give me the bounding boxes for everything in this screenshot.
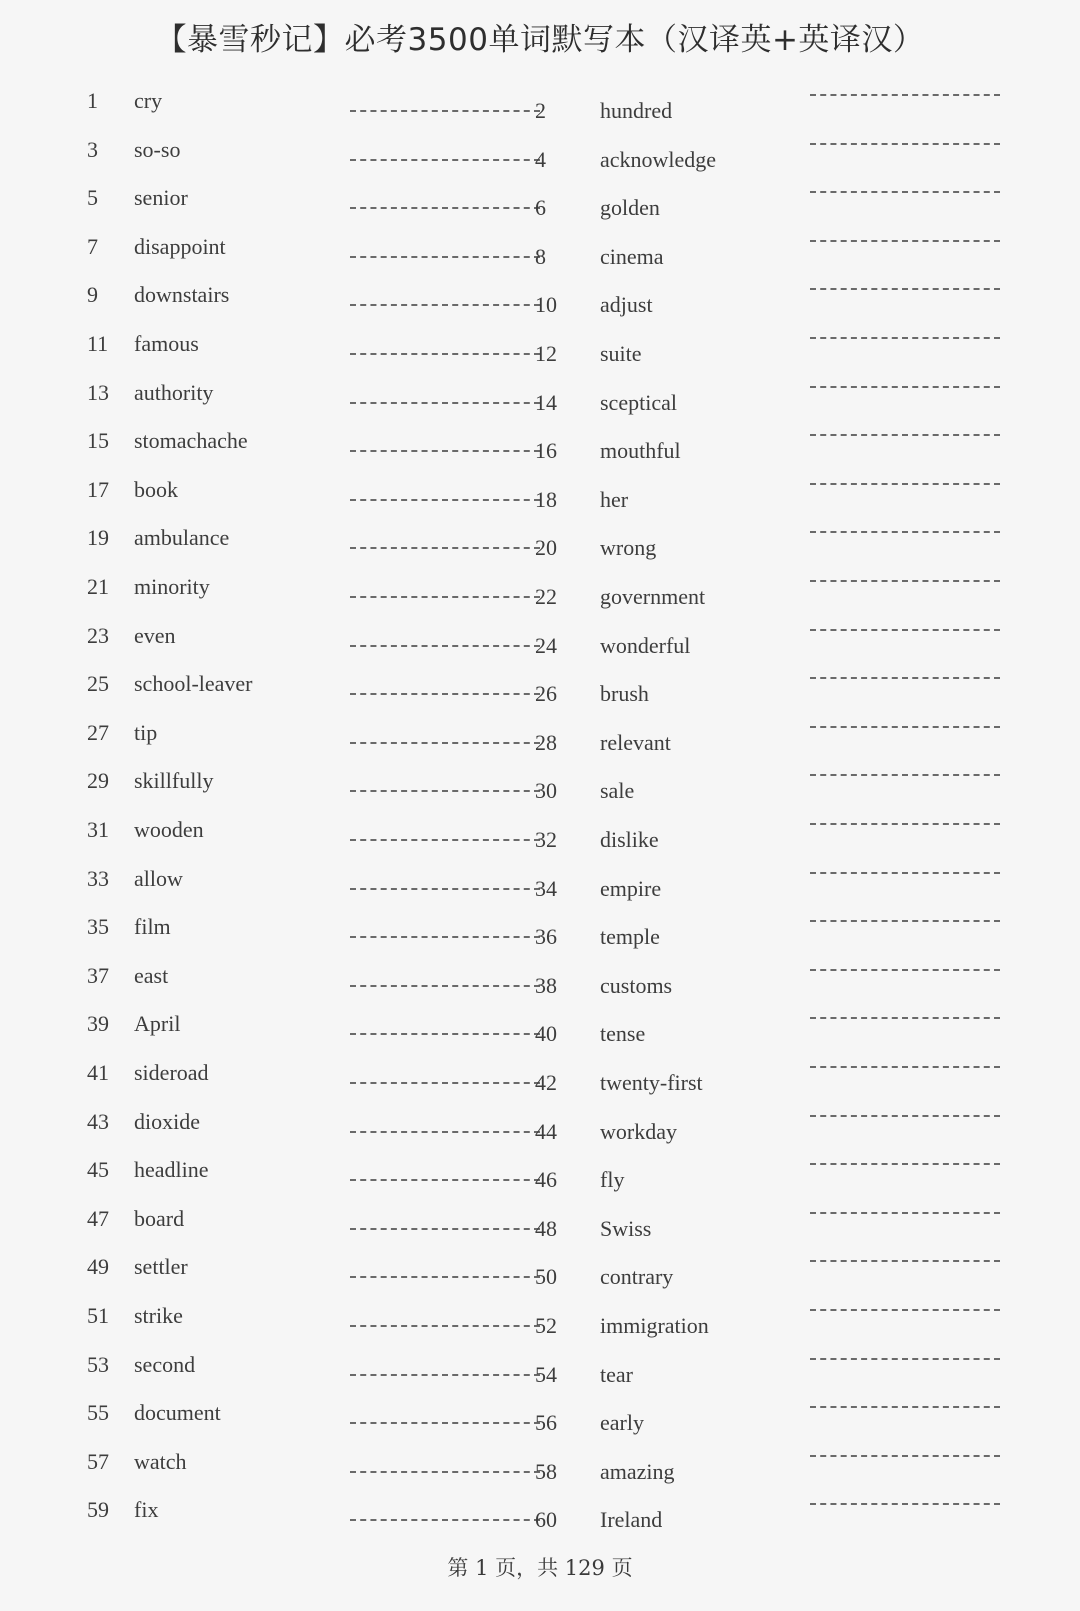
right-entry-number: 44 (535, 1119, 557, 1144)
right-entry-number: 46 (535, 1167, 557, 1192)
right-answer-blank[interactable] (810, 920, 1000, 922)
left-entry-number: 15 (87, 428, 109, 453)
right-answer-blank[interactable] (810, 288, 1000, 290)
right-entry-number: 38 (535, 973, 557, 998)
word-row (0, 623, 1080, 663)
right-entry-word: sale (600, 778, 635, 803)
left-entry-word: ambulance (134, 525, 230, 550)
left-answer-blank[interactable] (350, 159, 540, 161)
left-answer-blank[interactable] (350, 742, 540, 744)
left-answer-blank[interactable] (350, 1422, 540, 1424)
right-entry-word: Swiss (600, 1216, 652, 1241)
left-entry-number: 57 (87, 1449, 109, 1474)
right-answer-blank[interactable] (810, 774, 1000, 776)
left-entry-number: 3 (87, 137, 98, 162)
right-entry-number: 2 (535, 98, 546, 123)
left-entry-number: 53 (87, 1352, 109, 1377)
left-answer-blank[interactable] (350, 304, 540, 306)
left-answer-blank[interactable] (350, 499, 540, 501)
right-entry-word: government (600, 584, 706, 609)
left-entry-number: 7 (87, 234, 98, 259)
right-answer-blank[interactable] (810, 337, 1000, 339)
right-entry-number: 50 (535, 1264, 557, 1289)
left-entry-number: 25 (87, 671, 109, 696)
left-entry-number: 45 (87, 1157, 109, 1182)
left-answer-blank[interactable] (350, 1276, 540, 1278)
right-entry-number: 24 (535, 633, 557, 658)
word-row (0, 1011, 1080, 1051)
right-entry-word: her (600, 487, 629, 512)
left-entry-word: downstairs (134, 282, 230, 307)
right-answer-blank[interactable] (810, 823, 1000, 825)
right-entry-number: 6 (535, 195, 546, 220)
right-answer-blank[interactable] (810, 677, 1000, 679)
left-answer-blank[interactable] (350, 985, 540, 987)
right-entry-word: temple (600, 924, 660, 949)
word-row (0, 671, 1080, 711)
right-entry-word: suite (600, 341, 642, 366)
word-row (0, 1497, 1080, 1537)
right-entry-word: brush (600, 681, 649, 706)
left-entry-word: east (134, 963, 169, 988)
left-answer-blank[interactable] (350, 207, 540, 209)
right-entry-word: adjust (600, 292, 653, 317)
left-entry-number: 35 (87, 914, 109, 939)
left-entry-number: 51 (87, 1303, 109, 1328)
left-entry-number: 5 (87, 185, 98, 210)
right-answer-blank[interactable] (810, 531, 1000, 533)
right-answer-blank[interactable] (810, 191, 1000, 193)
right-entry-word: amazing (600, 1459, 675, 1484)
right-entry-number: 20 (535, 535, 557, 560)
left-entry-word: sideroad (134, 1060, 209, 1085)
right-entry-number: 8 (535, 244, 546, 269)
right-entry-word: tense (600, 1021, 646, 1046)
left-answer-blank[interactable] (350, 1325, 540, 1327)
right-answer-blank[interactable] (810, 386, 1000, 388)
word-row (0, 525, 1080, 565)
right-answer-blank[interactable] (810, 434, 1000, 436)
right-answer-blank[interactable] (810, 1358, 1000, 1360)
left-entry-word: disappoint (134, 234, 226, 259)
right-entry-word: wrong (600, 535, 657, 560)
right-entry-word: empire (600, 876, 662, 901)
right-answer-blank[interactable] (810, 1017, 1000, 1019)
left-entry-number: 1 (87, 88, 98, 113)
left-entry-number: 13 (87, 380, 109, 405)
left-entry-word: cry (134, 88, 163, 113)
left-entry-word: famous (134, 331, 199, 356)
right-entry-number: 30 (535, 778, 557, 803)
right-answer-blank[interactable] (810, 1260, 1000, 1262)
left-answer-blank[interactable] (350, 1228, 540, 1230)
right-entry-word: hundred (600, 98, 673, 123)
word-row (0, 866, 1080, 906)
left-entry-word: stomachache (134, 428, 248, 453)
left-answer-blank[interactable] (350, 645, 540, 647)
word-row (0, 185, 1080, 225)
right-answer-blank[interactable] (810, 1212, 1000, 1214)
word-row (0, 914, 1080, 954)
left-entry-word: document (134, 1400, 221, 1425)
left-entry-number: 55 (87, 1400, 109, 1425)
right-entry-number: 36 (535, 924, 557, 949)
right-entry-number: 28 (535, 730, 557, 755)
page-footer: 第 1 页，共 129 页 (447, 1556, 633, 1580)
right-entry-word: customs (600, 973, 673, 998)
left-entry-word: so-so (134, 137, 181, 162)
right-entry-word: mouthful (600, 438, 681, 463)
right-answer-blank[interactable] (810, 1503, 1000, 1505)
word-row (0, 1352, 1080, 1392)
left-answer-blank[interactable] (350, 1471, 540, 1473)
left-answer-blank[interactable] (350, 353, 540, 355)
right-entry-word: dislike (600, 827, 659, 852)
word-row (0, 428, 1080, 468)
left-entry-word: authority (134, 380, 214, 405)
right-answer-blank[interactable] (810, 1309, 1000, 1311)
right-answer-blank[interactable] (810, 143, 1000, 145)
right-entry-number: 10 (535, 292, 557, 317)
right-answer-blank[interactable] (810, 94, 1000, 96)
left-answer-blank[interactable] (350, 888, 540, 890)
right-entry-word: tear (600, 1362, 633, 1387)
word-row (0, 768, 1080, 808)
right-entry-word: twenty-first (600, 1070, 703, 1095)
word-row (0, 88, 1080, 128)
right-answer-blank[interactable] (810, 1163, 1000, 1165)
left-entry-word: April (134, 1011, 181, 1036)
right-entry-number: 22 (535, 584, 557, 609)
right-entry-number: 52 (535, 1313, 557, 1338)
left-entry-number: 43 (87, 1109, 109, 1134)
right-entry-number: 40 (535, 1021, 557, 1046)
left-answer-blank[interactable] (350, 450, 540, 452)
right-entry-number: 48 (535, 1216, 557, 1241)
right-answer-blank[interactable] (810, 1066, 1000, 1068)
word-row (0, 282, 1080, 322)
word-row (0, 574, 1080, 614)
left-entry-word: strike (134, 1303, 183, 1328)
left-entry-word: film (134, 914, 171, 939)
left-answer-blank[interactable] (350, 1033, 540, 1035)
left-answer-blank[interactable] (350, 547, 540, 549)
right-entry-word: golden (600, 195, 660, 220)
left-entry-number: 47 (87, 1206, 109, 1231)
left-entry-number: 19 (87, 525, 109, 550)
word-row (0, 1157, 1080, 1197)
right-entry-word: immigration (600, 1313, 709, 1338)
right-entry-number: 32 (535, 827, 557, 852)
left-answer-blank[interactable] (350, 402, 540, 404)
left-entry-word: board (134, 1206, 185, 1231)
right-entry-word: early (600, 1410, 644, 1435)
left-entry-number: 33 (87, 866, 109, 891)
right-entry-number: 54 (535, 1362, 557, 1387)
right-answer-blank[interactable] (810, 629, 1000, 631)
word-row (0, 1060, 1080, 1100)
right-entry-word: wonderful (600, 633, 691, 658)
right-entry-number: 4 (535, 147, 546, 172)
right-answer-blank[interactable] (810, 1406, 1000, 1408)
left-entry-number: 49 (87, 1254, 109, 1279)
word-row (0, 720, 1080, 760)
left-entry-number: 11 (87, 331, 109, 356)
word-row (0, 137, 1080, 177)
left-entry-word: allow (134, 866, 183, 891)
right-answer-blank[interactable] (810, 240, 1000, 242)
left-entry-word: watch (134, 1449, 187, 1474)
left-entry-number: 17 (87, 477, 109, 502)
left-entry-word: headline (134, 1157, 209, 1182)
right-entry-word: Ireland (600, 1507, 663, 1532)
left-entry-word: fix (134, 1497, 159, 1522)
right-entry-number: 16 (535, 438, 557, 463)
left-answer-blank[interactable] (350, 1179, 540, 1181)
left-answer-blank[interactable] (350, 693, 540, 695)
word-row (0, 1206, 1080, 1246)
right-entry-number: 12 (535, 341, 557, 366)
right-entry-number: 58 (535, 1459, 557, 1484)
right-answer-blank[interactable] (810, 580, 1000, 582)
right-entry-word: acknowledge (600, 147, 717, 172)
left-entry-word: book (134, 477, 178, 502)
word-row (0, 234, 1080, 274)
right-answer-blank[interactable] (810, 483, 1000, 485)
left-entry-number: 41 (87, 1060, 109, 1085)
left-answer-blank[interactable] (350, 839, 540, 841)
right-entry-number: 26 (535, 681, 557, 706)
word-row (0, 1303, 1080, 1343)
left-entry-word: senior (134, 185, 188, 210)
page-title: 【暴雪秒记】必考3500单词默写本（汉译英+英译汉） (155, 22, 925, 58)
left-entry-word: dioxide (134, 1109, 200, 1134)
right-entry-number: 18 (535, 487, 557, 512)
right-answer-blank[interactable] (810, 726, 1000, 728)
left-entry-word: minority (134, 574, 210, 599)
left-entry-word: skillfully (134, 768, 214, 793)
word-row (0, 1449, 1080, 1489)
right-entry-number: 34 (535, 876, 557, 901)
left-entry-number: 23 (87, 623, 109, 648)
left-entry-number: 59 (87, 1497, 109, 1522)
left-answer-blank[interactable] (350, 1519, 540, 1521)
word-row (0, 1400, 1080, 1440)
word-row (0, 1254, 1080, 1294)
left-answer-blank[interactable] (350, 256, 540, 258)
left-entry-number: 21 (87, 574, 109, 599)
word-row (0, 477, 1080, 517)
left-entry-number: 37 (87, 963, 109, 988)
left-answer-blank[interactable] (350, 790, 540, 792)
right-entry-number: 14 (535, 390, 557, 415)
left-answer-blank[interactable] (350, 936, 540, 938)
word-row (0, 331, 1080, 371)
left-entry-number: 39 (87, 1011, 109, 1036)
right-entry-word: relevant (600, 730, 671, 755)
right-entry-word: workday (600, 1119, 677, 1144)
left-answer-blank[interactable] (350, 110, 540, 112)
left-entry-number: 9 (87, 282, 98, 307)
left-entry-word: wooden (134, 817, 204, 842)
right-answer-blank[interactable] (810, 1455, 1000, 1457)
right-entry-word: fly (600, 1167, 625, 1192)
left-entry-number: 31 (87, 817, 109, 842)
word-row (0, 817, 1080, 857)
right-entry-number: 60 (535, 1507, 557, 1532)
word-row (0, 380, 1080, 420)
right-entry-number: 42 (535, 1070, 557, 1095)
left-answer-blank[interactable] (350, 1374, 540, 1376)
right-entry-word: sceptical (600, 390, 677, 415)
right-entry-word: contrary (600, 1264, 674, 1289)
left-entry-word: even (134, 623, 176, 648)
right-answer-blank[interactable] (810, 969, 1000, 971)
left-entry-word: school-leaver (134, 671, 253, 696)
right-answer-blank[interactable] (810, 1115, 1000, 1117)
left-answer-blank[interactable] (350, 1082, 540, 1084)
right-entry-number: 56 (535, 1410, 557, 1435)
left-answer-blank[interactable] (350, 1131, 540, 1133)
left-entry-word: settler (134, 1254, 188, 1279)
word-row (0, 963, 1080, 1003)
right-entry-word: cinema (600, 244, 664, 269)
left-entry-number: 29 (87, 768, 109, 793)
left-entry-word: second (134, 1352, 196, 1377)
right-answer-blank[interactable] (810, 872, 1000, 874)
word-row (0, 1109, 1080, 1149)
left-entry-number: 27 (87, 720, 109, 745)
left-entry-word: tip (134, 720, 158, 745)
left-answer-blank[interactable] (350, 596, 540, 598)
